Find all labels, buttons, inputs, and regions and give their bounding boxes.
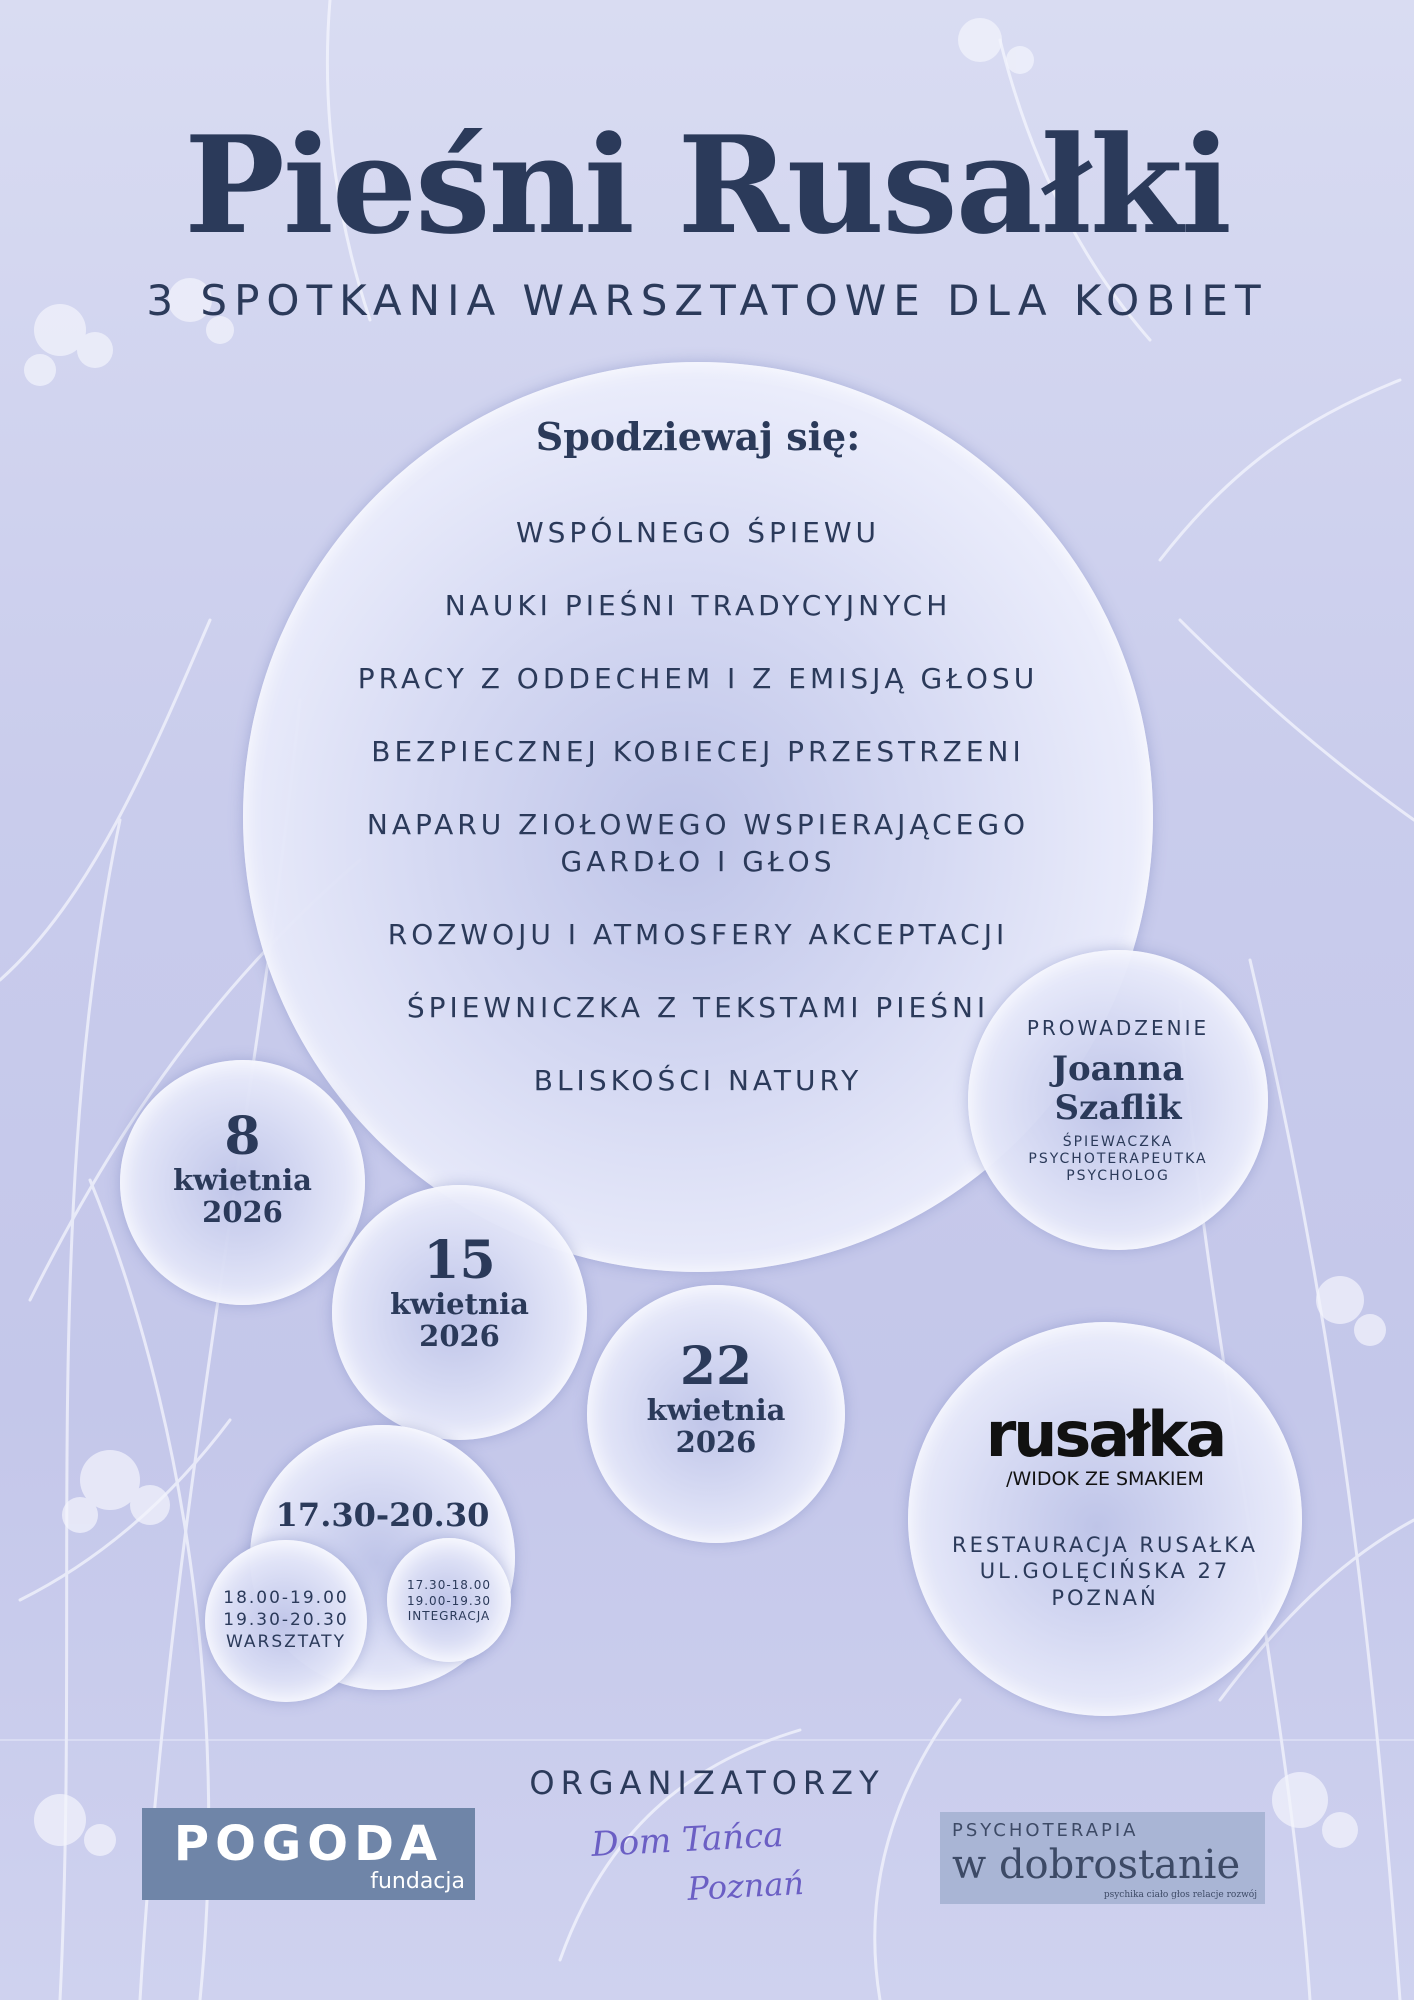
host-role: ŚPIEWACZKA <box>1062 1134 1174 1151</box>
date-2 <box>332 1232 587 1353</box>
workshops-info <box>205 1587 367 1653</box>
date-day: 22 <box>679 1336 753 1397</box>
dom-tanca-logo <box>588 1812 828 1912</box>
date-day: 15 <box>423 1230 496 1291</box>
poster-title: Pieśni Rusałki <box>184 106 1230 264</box>
integration-time: 19.00-19.30 <box>406 1593 492 1608</box>
list-item: ŚPIEWNICZKA Z TEKSTAMI PIEŚNI <box>406 991 990 1024</box>
host-name <box>968 1050 1268 1128</box>
host-role: PSYCHOLOG <box>1066 1167 1170 1184</box>
pogoda-logo <box>142 1808 475 1900</box>
venue-line: RESTAURACJA RUSAŁKA <box>951 1533 1258 1557</box>
date-year: 2026 <box>675 1425 757 1460</box>
date-year: 2026 <box>419 1319 500 1354</box>
list-item: NAUKI PIEŚNI TRADYCYJNYCH <box>444 589 952 622</box>
venue-info <box>908 1398 1302 1611</box>
rusalka-logo: rusałka <box>985 1398 1225 1471</box>
integration-info <box>387 1578 511 1625</box>
host-label: PROWADZENIE <box>1026 1016 1210 1040</box>
venue-line: POZNAŃ <box>1051 1585 1159 1610</box>
host-roles <box>968 1134 1268 1184</box>
pogoda-logo-sub: fundacja <box>370 1869 465 1894</box>
psychoterapia-logo <box>940 1812 1265 1904</box>
organizers-heading: ORGANIZATORZY <box>529 1764 885 1802</box>
date-month: kwietnia <box>390 1287 529 1322</box>
pogoda-logo-word: POGODA <box>173 1816 444 1872</box>
list-item: WSPÓLNEGO ŚPIEWU <box>515 516 881 549</box>
list-item: NAPARU ZIOŁOWEGO WSPIERAJĄCEGO GARDŁO I GŁOS <box>366 808 1030 878</box>
list-item: ROZWOJU I ATMOSFERY AKCEPTACJI <box>387 918 1009 951</box>
psy-logo-top: PSYCHOTERAPIA <box>952 1820 1139 1841</box>
psy-logo-tagline: psychika ciało głos relacje rozwój <box>1103 1890 1257 1900</box>
workshop-time: 18.00-19.00 <box>223 1588 349 1608</box>
workshop-time: 19.30-20.30 <box>223 1610 349 1631</box>
date-month: kwietnia <box>173 1163 312 1198</box>
host-info <box>968 1016 1268 1185</box>
date-day: 8 <box>224 1106 261 1167</box>
list-item: PRACY Z ODDECHEM I Z EMISJĄ GŁOSU <box>357 662 1039 695</box>
host-role: PSYCHOTERAPEUTKA <box>1028 1150 1208 1167</box>
venue-address <box>908 1532 1302 1611</box>
venue-line: UL.GOLĘCIŃSKA 27 <box>979 1559 1231 1584</box>
date-year: 2026 <box>202 1195 283 1230</box>
host-first-name: Joanna <box>1051 1049 1185 1089</box>
poster-subtitle: 3 SPOTKANIA WARSZTATOWE DLA KOBIET <box>146 276 1268 325</box>
host-last-name: Szaflik <box>1054 1088 1182 1129</box>
date-3 <box>587 1338 845 1459</box>
workshop-label: WARSZTATY <box>226 1632 346 1653</box>
date-1 <box>120 1108 365 1229</box>
list-item: BLISKOŚCI NATURY <box>533 1064 863 1097</box>
dom-tanca-line1: Dom Tańca <box>590 1814 785 1865</box>
rusalka-logo-tagline: /WIDOK ZE SMAKIEM <box>1006 1468 1204 1490</box>
integration-label: INTEGRACJA <box>407 1609 491 1624</box>
list-item: BEZPIECZNEJ KOBIECEJ PRZESTRZENI <box>371 735 1025 768</box>
date-month: kwietnia <box>646 1393 786 1428</box>
psy-logo-main: w dobrostanie <box>952 1842 1241 1888</box>
time-range: 17.30-20.30 <box>275 1496 490 1534</box>
expectations-heading: Spodziewaj się: <box>535 414 861 459</box>
integration-time: 17.30-18.00 <box>406 1578 492 1592</box>
dom-tanca-line2: Poznań <box>686 1863 805 1908</box>
